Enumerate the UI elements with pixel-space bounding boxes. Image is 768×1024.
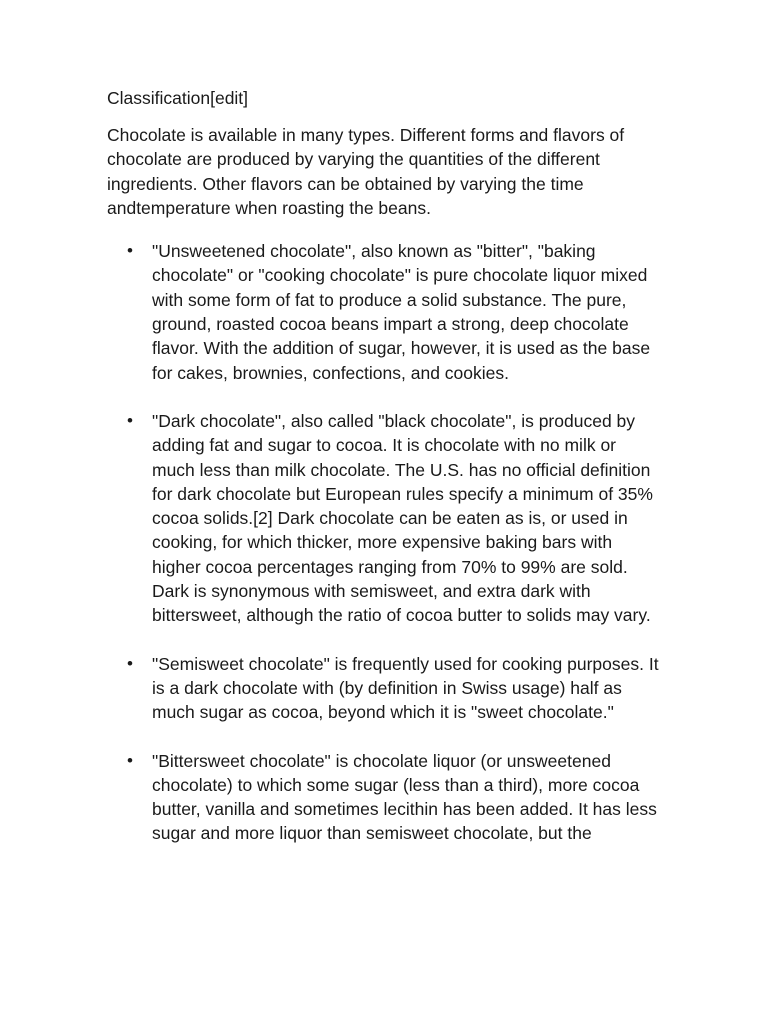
list-item-text: "Semisweet chocolate" is frequently used for cooking purposes. It is a dark chocolate with (by definition in Swiss usage) half as much sugar as cocoa, beyond which it is "sweet chocolate."	[152, 653, 659, 723]
list-item	[107, 409, 663, 628]
bullet-icon: •	[127, 653, 133, 673]
list-item	[107, 749, 663, 846]
bullet-icon: •	[127, 750, 133, 770]
bullet-icon: •	[127, 410, 133, 430]
document-page	[107, 86, 663, 870]
section-heading: Classification[edit]	[107, 88, 249, 108]
list-item-text: "Unsweetened chocolate", also known as "bitter", "baking chocolate" or "cooking chocolate" is pure chocolate liquor mixed with some form of fat to produce a solid substance. The pure, ground, roasted cocoa beans impart a strong, deep chocolate flavor. With the addition of sugar, however, it is used as the base for cakes, brownies, confections, and cookies.	[152, 241, 651, 383]
bullet-icon: •	[127, 241, 133, 261]
intro-paragraph: Chocolate is available in many types. Different forms and flavors of chocolate are produced by varying the quantities of the different ingredients. Other flavors can be obtained by varying the time andtemperature when roasting the beans.	[107, 125, 625, 218]
list-item	[107, 652, 663, 725]
list-item-text: "Dark chocolate", also called "black chocolate", is produced by adding fat and sugar to cocoa. It is chocolate with no milk or much less than milk chocolate. The U.S. has no official definition for dark chocolate but European rules specify a minimum of 35% cocoa solids.[2] Dark chocolate can be eaten as is, or used in cooking, for which thicker, more expensive baking bars with higher cocoa percentages ranging from 70% to 99% are sold. Dark is synonymous with semisweet, and extra dark with bittersweet, although the ratio of cocoa butter to solids may vary.	[152, 410, 653, 626]
list-item-text: "Bittersweet chocolate" is chocolate liquor (or unsweetened chocolate) to which some sugar (less than a third), more cocoa butter, vanilla and sometimes lecithin has been added. It has less sugar and more liquor than semisweet chocolate, but the	[152, 750, 657, 844]
chocolate-types-list	[107, 239, 663, 846]
list-item	[107, 239, 663, 385]
